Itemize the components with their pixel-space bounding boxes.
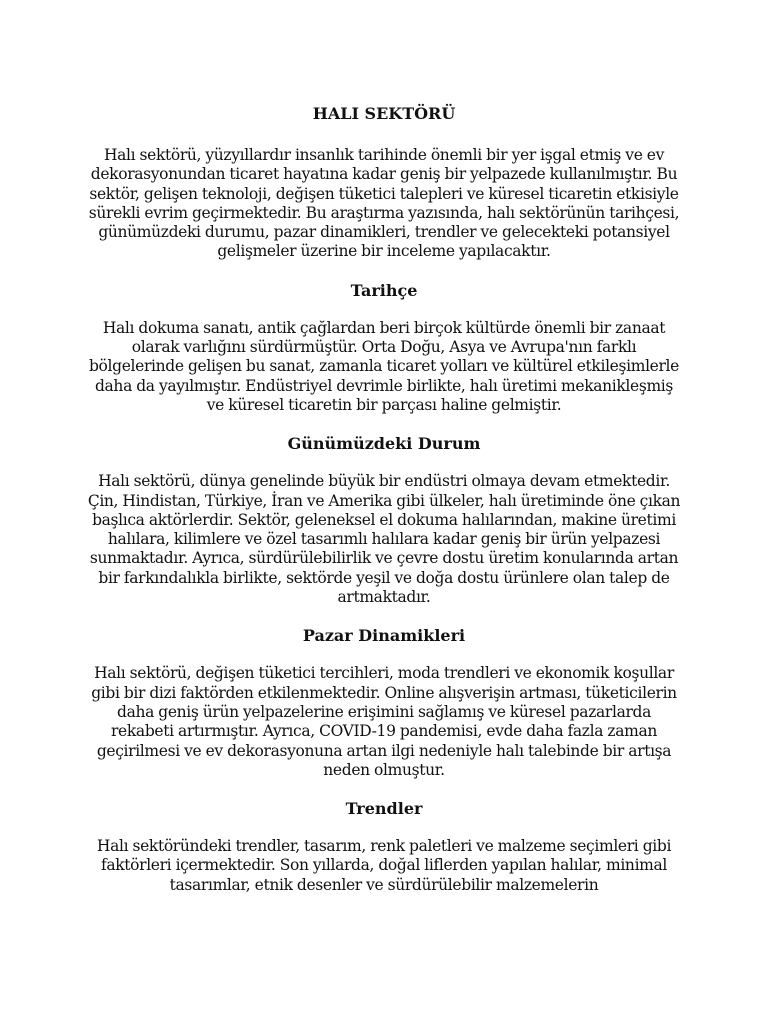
section-body-market-dynamics: Halı sektörü, değişen tüketici tercihleri, moda trendleri ve ekonomik koşullar gibi bir dizi faktörden etkilenmektedir. Online alışverişin artması, tüketicilerin daha geniş ürün yelpazelerine erişimini sağlamış ve küresel pazarlarda rekabeti artırmıştır. Ayrıca, COVID-19 pandemisi, evde daha fazla zaman geçirilmesi ve ev dekorasyonuna artan ilgi nedeniyle halı talebinde bir artışa neden olmuştur. xyxy=(91,664,677,779)
section-body-history: Halı dokuma sanatı, antik çağlardan beri birçok kültürde önemli bir zanaat olarak varlığını sürdürmüştür. Orta Doğu, Asya ve Avrupa'nın farklı bölgelerinde gelişen bu sanat, zamanla ticaret yolları ve kültürel etkileşimlerle daha da yayılmıştır. Endüstriyel devrimle birlikte, halı üretimi mekanikleşmiş ve küresel ticaretin bir parçası haline gelmiştir. xyxy=(88,318,679,414)
section-heading-history: Tarihçe xyxy=(350,280,418,300)
section-heading-current-state: Günümüzdeki Durum xyxy=(287,434,481,454)
section-heading-trends: Trendler xyxy=(345,799,423,819)
section-body-trends: Halı sektöründeki trendler, tasarım, renk paletleri ve malzeme seçimleri gibi faktörleri içermektedir. Son yıllarda, doğal liflerden yapılan halılar, minimal tasarımlar, etnik desenler ve sürdürülebilir malzemelerin xyxy=(96,837,672,894)
section-heading-market-dynamics: Pazar Dinamikleri xyxy=(302,626,466,646)
section-body-current-state: Halı sektörü, dünya genelinde büyük bir endüstri olmaya devam etmektedir. Çin, Hindistan, Türkiye, İran ve Amerika gibi ülkeler, halı üretiminde öne çıkan başlıca aktörlerdir. Sektör, geleneksel el dokuma halılarından, makine üretimi halılara, kilimlere ve özel tasarımlı halılara kadar geniş bir ürün yelpazesi sunmaktadır. Ayrıca, sürdürülebilirlik ve çevre dostu üretim konularında artan bir farkındalıkla birlikte, sektörde yeşil ve doğa dostu ürünlere olan talep de artmaktadır. xyxy=(87,472,681,607)
document-title: HALI SEKTÖRÜ xyxy=(312,104,456,123)
intro-paragraph: Halı sektörü, yüzyıllardır insanlık tarihinde önemli bir yer işgal etmiş ve ev dekorasyonundan ticaret hayatına kadar geniş bir yelpazede kullanılmıştır. Bu sektör, gelişen teknoloji, değişen tüketici talepleri ve küresel ticaretin etkisiyle sürekli evrim geçirmektedir. Bu araştırma yazısında, halı sektörünün tarihçesi, günümüzdeki durumu, pazar dinamikleri, trendler ve gelecekteki potansiyel gelişmeler üzerine bir inceleme yapılacaktır. xyxy=(88,146,680,261)
document-body xyxy=(86,104,682,895)
